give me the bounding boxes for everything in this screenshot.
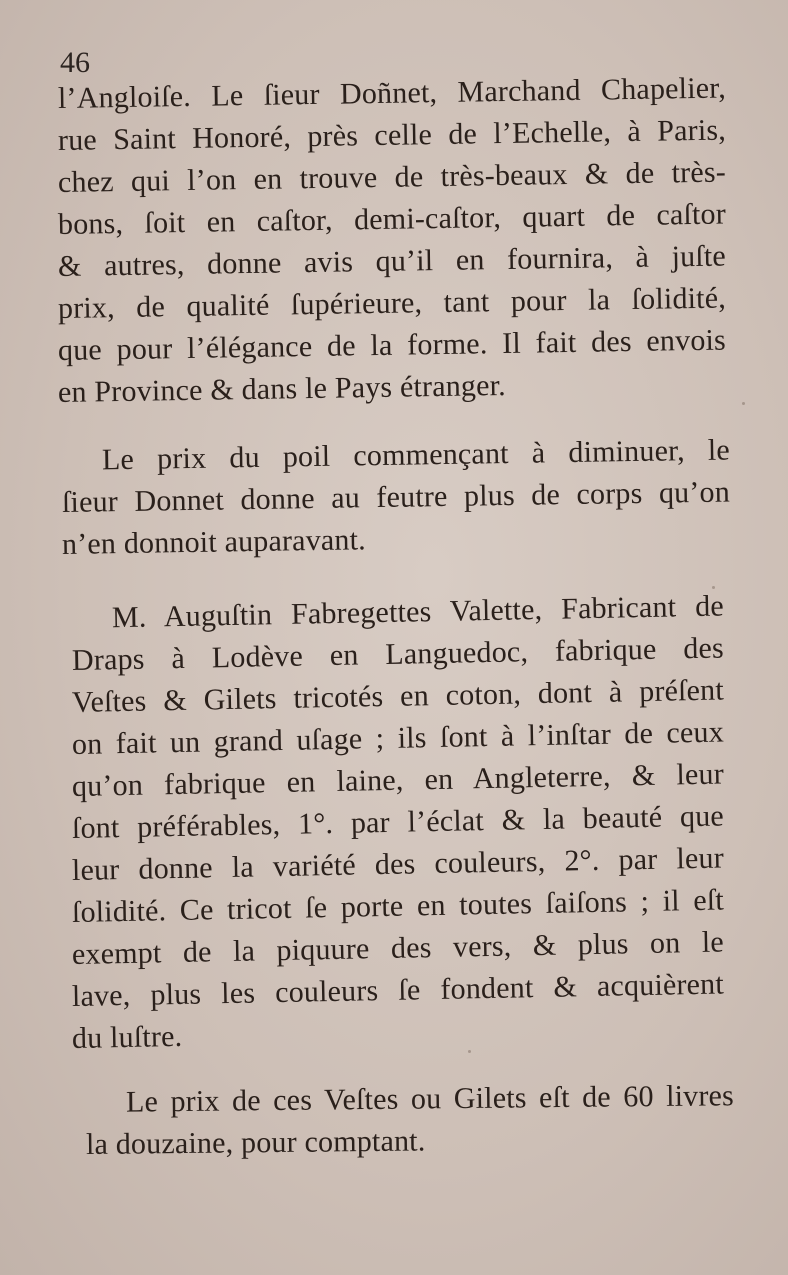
text-line: Veſtes & Gilets tricotés en coton, dont à préſent	[71, 673, 725, 719]
text-line: ſolidité. Ce tricot ſe porte en toutes ſaiſons ; il eſt	[71, 883, 725, 929]
text-line: & autres, donne avis qu’il en fournira, à juſte	[57, 239, 727, 283]
text-line: qu’on fabrique en laine, en Angleterre, & leur	[71, 757, 725, 803]
text-line: Le prix du poil commençant à diminuer, le	[101, 433, 731, 477]
text-line: Draps à Lodève en Languedoc, fabrique des	[71, 631, 725, 677]
text-line: on fait un grand uſage ; ils ſont à l’inſtar de ceux	[71, 715, 725, 761]
paragraph-valette-vests	[71, 589, 725, 1060]
text-line: chez qui l’on en trouve de très-beaux & de très-	[57, 155, 727, 199]
paragraph-donnet-hats	[57, 71, 727, 414]
page-number: 46	[60, 46, 90, 79]
paragraph-vest-price	[85, 1079, 735, 1166]
text-line: leur donne la variété des couleurs, 2°. par leur	[71, 841, 725, 887]
text-line: exempt de la piquure des vers, & plus on le	[71, 925, 725, 971]
text-line: lave, plus les couleurs ſe fondent & acquièrent	[71, 967, 725, 1013]
text-line: rue Saint Honoré, près celle de l’Echelle, à Paris,	[57, 113, 727, 157]
text-line: Le prix de ces Veſtes ou Gilets eſt de 60 livres	[125, 1079, 735, 1119]
paper-speck	[712, 586, 715, 589]
text-line: ſieur Donnet donne au feutre plus de corps qu’on	[61, 475, 731, 519]
paper-speck	[742, 402, 745, 405]
text-line: l’Angloiſe. Le ſieur Doñnet, Marchand Chapelier,	[57, 71, 727, 115]
text-line: en Province & dans le Pays étranger.	[57, 368, 507, 409]
text-line: prix, de qualité ſupérieure, tant pour la ſolidité,	[57, 281, 727, 325]
text-line: la douzaine, pour comptant.	[85, 1124, 426, 1161]
text-line: M. Auguſtin Fabregettes Valette, Fabricant de	[111, 589, 725, 635]
paragraph-felt-price	[61, 433, 731, 566]
text-line: que pour l’élégance de la forme. Il fait des envois	[57, 323, 727, 367]
text-line: n’en donnoit auparavant.	[61, 523, 367, 561]
text-line: bons, ſoit en caſtor, demi-caſtor, quart de caſtor	[57, 197, 727, 241]
paper-speck	[468, 1050, 471, 1053]
text-line: ſont préférables, 1°. par l’éclat & la beauté que	[71, 799, 725, 845]
text-line: du luſtre.	[71, 1019, 183, 1055]
